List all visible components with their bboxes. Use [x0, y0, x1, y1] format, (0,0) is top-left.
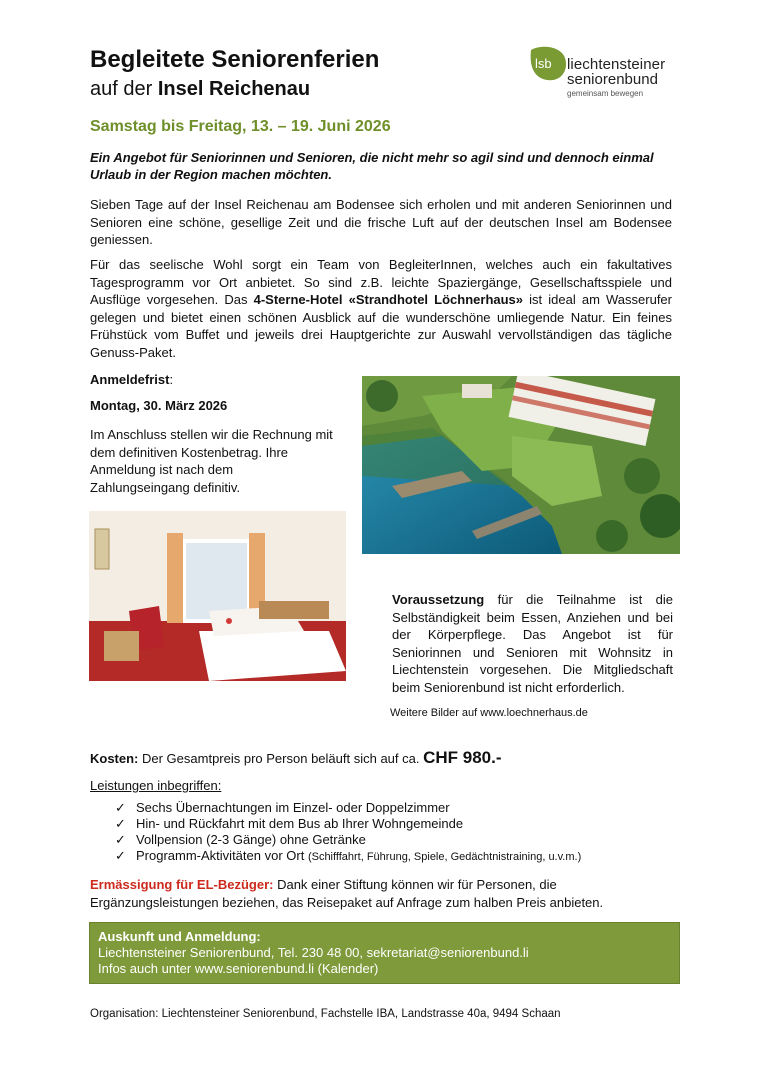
list-item — [115, 816, 581, 832]
registration-label — [90, 372, 173, 387]
paragraph-2-part1: Für das seelische Wohl sorgt ein Team von BegleiterInnen, welches auch ein fakultatives Tagesprogramm vor Ort anbietet. So sind z.B. leichte Spaziergänge, Gesellschaftsspiele und Ausflüge vorgesehen. Das — [90, 257, 672, 307]
checkmark-icon: ✓ — [115, 832, 126, 847]
list-item-text: Hin- und Rückfahrt mit dem Bus ab Ihrer Wohngemeinde — [136, 816, 464, 831]
list-item-text: Programm-Aktivitäten vor Ort — [136, 848, 308, 863]
checkmark-icon: ✓ — [115, 800, 126, 815]
included-list — [115, 800, 581, 865]
requirement-label: Voraussetzung — [392, 592, 485, 607]
paragraph-2 — [90, 256, 672, 361]
logo-tagline: gemeinsam bewegen — [567, 89, 644, 98]
cost-line — [90, 748, 502, 768]
intro-text: Ein Angebot für Seniorinnen und Senioren, die nicht mehr so agil sind und dennoch einmal Urlaub in der Region machen möchten. — [90, 150, 654, 182]
paragraph-2-part2: ist ideal am Wasserufer gelegen und bietet einen schönen Ausblick auf die wunderschöne umliegende Natur. Ein feines Frühstück vom Buffet und jeweils drei Hauptgerichte zur Auswahl vervollständigen das tägliche Genuss-Paket. — [90, 292, 672, 360]
registration-deadline: Montag, 30. März 2026 — [90, 398, 228, 413]
checkmark-icon: ✓ — [115, 848, 126, 863]
requirement-body: für die Teilnahme ist die Selbständigkeit beim Essen, Anziehen und bei der Körperpflege. Das Angebot ist für Seniorinnen und Senioren mit Wohnsitz in Liechtenstein vorgesehen. Die Mitgliedschaft beim Seniorenbund ist nicht erforderlich. — [392, 592, 673, 695]
requirement-text — [392, 591, 673, 696]
subtitle-location: Insel Reichenau — [157, 78, 311, 100]
event-date-line: Samstag bis Freitag, 13. – 19. Juni 2026 — [90, 118, 391, 135]
logo-mark-text: lsb — [535, 56, 552, 71]
contact-heading: Auskunft und Anmeldung: — [98, 929, 261, 944]
contact-line1: Liechtensteiner Seniorenbund, Tel. 230 48 00, sekretariat@seniorenbund.li — [98, 945, 529, 960]
list-item-text: Vollpension (2-3 Gänge) ohne Getränke — [136, 832, 366, 847]
included-heading: Leistungen inbegriffen: — [90, 778, 222, 793]
list-item — [115, 800, 581, 816]
logo-mark-icon — [527, 44, 567, 84]
hotel-name: 4-Sterne-Hotel «Strandhotel Löchnerhaus» — [253, 292, 524, 307]
contact-line2: Infos auch unter www.seniorenbund.li (Kalender) — [98, 961, 379, 976]
paragraph-1: Sieben Tage auf der Insel Reichenau am Bodensee sich erholen und mit anderen Seniorinnen und Senioren eine schöne, gesellige Zeit und die frische Luft auf der deutschen Insel am Bodensee geniessen. — [90, 197, 672, 247]
subtitle-prefix: auf der — [90, 78, 158, 100]
list-item-text: Sechs Übernachtungen im Einzel- oder Doppelzimmer — [136, 800, 450, 815]
seniorenbund-logo — [527, 44, 687, 104]
more-pictures-note: Weitere Bilder auf www.loechnerhaus.de — [390, 707, 588, 719]
hotel-room-photo — [89, 511, 346, 681]
hotel-aerial-photo — [362, 376, 680, 554]
logo-line2: seniorenbund — [567, 71, 658, 88]
list-item — [115, 832, 581, 848]
checkmark-icon: ✓ — [115, 816, 126, 831]
discount-label: Ermässigung für EL-Bezüger: — [90, 877, 274, 892]
page-subtitle — [90, 78, 310, 101]
registration-label-text: Anmeldefrist — [90, 372, 170, 387]
logo-line1: liechtensteiner — [567, 56, 666, 73]
registration-label-colon: : — [169, 372, 174, 387]
cost-label: Kosten: — [90, 751, 139, 766]
list-item — [115, 848, 581, 865]
discount-body: Dank einer Stiftung können wir für Personen, die Ergänzungsleistungen beziehen, das Reisepaket auf Anfrage zum halben Preis anbieten. — [90, 877, 604, 910]
registration-text: Im Anschluss stellen wir die Rechnung mit dem definitiven Kostenbetrag. Ihre Anmeldung ist nach dem Zahlungseingang definitiv. — [90, 427, 333, 495]
cost-price: CHF 980.- — [423, 748, 502, 767]
list-item-note: (Schifffahrt, Führung, Spiele, Gedächtnistraining, u.v.m.) — [307, 851, 582, 863]
cost-text: Der Gesamtpreis pro Person beläuft sich auf ca. — [138, 751, 424, 766]
footer-organisation: Organisation: Liechtensteiner Seniorenbund, Fachstelle IBA, Landstrasse 40a, 9494 Schaan — [90, 1008, 561, 1020]
page-title: Begleitete Seniorenferien — [90, 46, 380, 73]
discount-text — [90, 876, 680, 912]
contact-box — [89, 922, 680, 984]
